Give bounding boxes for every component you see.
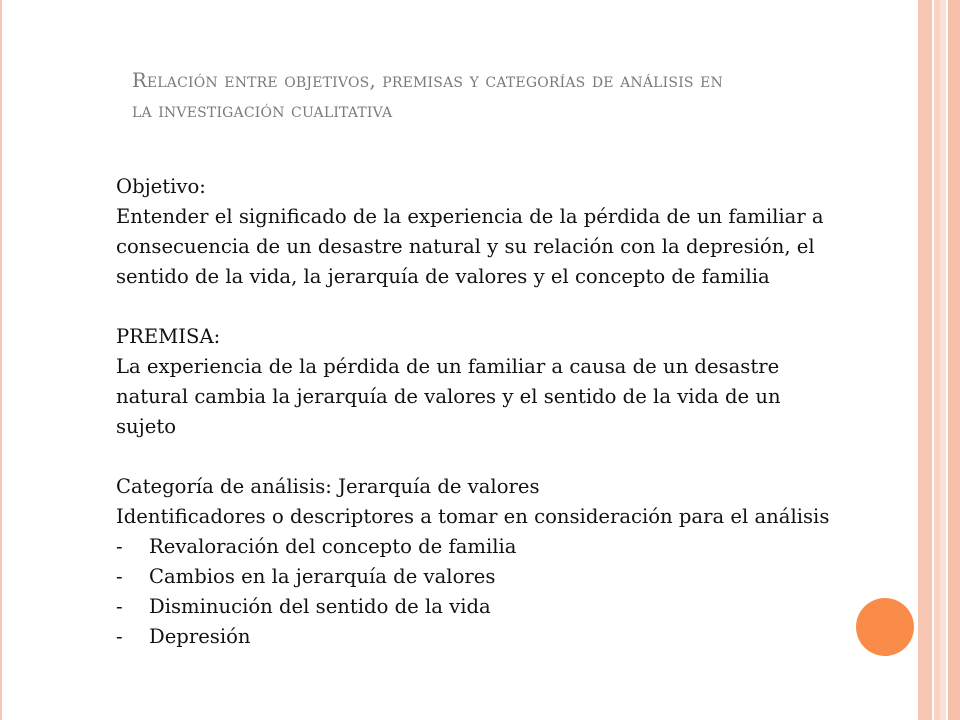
spacer: [116, 442, 916, 472]
premisa-line: La experiencia de la pérdida de un familiar a causa de un desastre: [116, 355, 780, 378]
slide-title: [132, 66, 912, 126]
bullet-dash: -: [116, 565, 123, 588]
premisa-section: [116, 322, 916, 442]
decorative-circle: [856, 598, 914, 656]
descriptor-list: [116, 532, 916, 652]
premisa-line: sujeto: [116, 415, 177, 438]
list-item: [116, 592, 916, 622]
list-item-text: Cambios en la jerarquía de valores: [149, 565, 496, 588]
premisa-line: natural cambia la jerarquía de valores y el sentido de la vida de un: [116, 385, 781, 408]
list-item: [116, 532, 916, 562]
objetivo-heading: Objetivo:: [116, 175, 206, 198]
categoria-heading: Categoría de análisis: Jerarquía de valores: [116, 475, 540, 498]
premisa-heading: PREMISA:: [116, 325, 221, 348]
bullet-dash: -: [116, 535, 123, 558]
categoria-section: [116, 472, 916, 652]
list-item-text: Revaloración del concepto de familia: [149, 535, 517, 558]
stripe-6: [948, 0, 960, 720]
title-line-2: la investigación cualitativa: [132, 99, 393, 122]
list-item-text: Depresión: [149, 625, 251, 648]
list-item-text: Disminución del sentido de la vida: [149, 595, 491, 618]
objetivo-line: sentido de la vida, la jerarquía de valores y el concepto de familia: [116, 265, 770, 288]
objetivo-line: Entender el significado de la experiencia de la pérdida de un familiar a: [116, 205, 824, 228]
spacer: [116, 292, 916, 322]
bullet-dash: -: [116, 595, 123, 618]
stripe-1: [918, 0, 932, 720]
slide-body: [116, 172, 916, 652]
list-item: [116, 622, 916, 652]
objetivo-section: [116, 172, 916, 292]
left-edge-line: [0, 0, 2, 720]
objetivo-line: consecuencia de un desastre natural y su relación con la depresión, el: [116, 235, 815, 258]
bullet-dash: -: [116, 625, 123, 648]
title-line-1: Relación entre objetivos, premisas y categorías de análisis en: [132, 69, 723, 92]
list-item: [116, 562, 916, 592]
categoria-subheading: Identificadores o descriptores a tomar en consideración para el análisis: [116, 505, 830, 528]
